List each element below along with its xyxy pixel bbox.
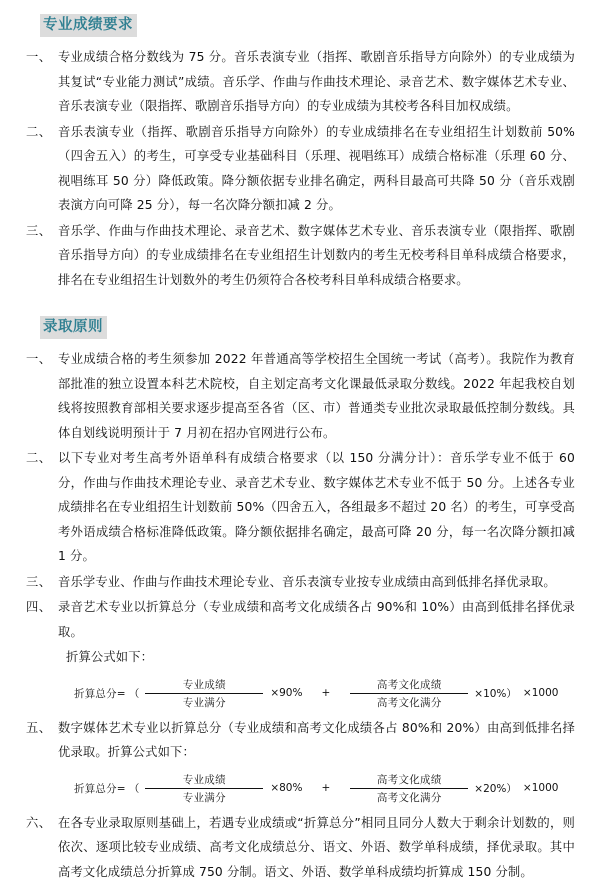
list-item-marker: 一、 bbox=[18, 347, 58, 372]
formula-weight-culture: ×20%） bbox=[474, 781, 517, 796]
formula-numerator: 专业成绩 bbox=[183, 772, 226, 788]
list-item-marker: 三、 bbox=[18, 219, 58, 244]
formula-multiplier: ×1000 bbox=[523, 687, 559, 699]
formula-denominator: 专业满分 bbox=[183, 789, 226, 805]
formula-open-paren: （ bbox=[129, 781, 140, 796]
list-item-text: 专业成绩合格分数线为 75 分。音乐表演专业（指挥、歌剧音乐指导方向除外）的专业成绩为其复试“专业能力测试”成绩。音乐学、作曲与作曲技术理论、录音艺术、数字媒体艺术专业、音乐表演专业（限指挥、歌剧音乐指导方向）的专业成绩为其校考各科目加权成绩。 bbox=[58, 45, 587, 119]
list-item-text: 音乐表演专业（指挥、歌剧音乐指导方向除外）的专业成绩排名在专业组招生计划数前 50%（四舍五入）的考生，可享受专业基础科目（乐理、视唱练耳）成绩合格标准（乐理 60 分、视唱练耳 50 分）降低政策。降分额依据专业排名确定，两科目最高可共降 50 分（音乐戏剧表演方向可降 25 分），每一名次降分额扣减 2 分。 bbox=[58, 120, 587, 218]
formula-plus-operator: + bbox=[321, 687, 330, 699]
conversion-formula-digital-media-arts bbox=[18, 772, 587, 805]
list-item bbox=[18, 347, 587, 445]
formula-fraction-major-score bbox=[145, 677, 263, 710]
list-item-text: 在各专业录取原则基础上，若遇专业成绩或“折算总分”相同且同分人数大于剩余计划数的，则依次、逐项比较专业成绩、高考文化成绩总分、语文、外语、数学单科成绩，择优录取。其中高考文化成绩总分折算成 750 分制。语文、外语、数学单科成绩均折算成 150 分制。 bbox=[58, 811, 587, 884]
section-major-score-requirements bbox=[18, 14, 587, 292]
formula-intro-text: 折算公式如下： bbox=[66, 645, 587, 670]
list-item-marker: 二、 bbox=[18, 446, 58, 471]
formula-denominator: 专业满分 bbox=[183, 694, 226, 710]
list-item-marker: 五、 bbox=[18, 716, 58, 741]
list-item bbox=[18, 219, 587, 293]
list-item bbox=[18, 570, 587, 595]
section-spacer bbox=[18, 296, 587, 316]
list-item-marker: 一、 bbox=[18, 45, 58, 70]
formula-weight-culture: ×10%） bbox=[474, 686, 517, 701]
formula-weight-major: ×80% bbox=[270, 782, 302, 794]
list-item-marker: 四、 bbox=[18, 595, 58, 620]
formula-denominator: 高考文化满分 bbox=[377, 694, 442, 710]
list-item-text: 音乐学专业、作曲与作曲技术理论专业、音乐表演专业按专业成绩由高到低排名择优录取。 bbox=[58, 570, 587, 595]
formula-label: 折算总分= bbox=[74, 781, 126, 796]
list-item-marker: 二、 bbox=[18, 120, 58, 145]
section-admission-principles bbox=[18, 316, 587, 884]
list-item-text: 录音艺术专业以折算总分（专业成绩和高考文化成绩各占 90%和 10%）由高到低排名择优录取。 bbox=[58, 595, 587, 644]
list-item-marker: 六、 bbox=[18, 811, 58, 836]
formula-numerator: 专业成绩 bbox=[183, 677, 226, 693]
formula-open-paren: （ bbox=[129, 686, 140, 701]
formula-fraction-culture-score bbox=[350, 677, 468, 710]
section-heading-text: 录取原则 bbox=[40, 316, 107, 339]
list-item-text: 音乐学、作曲与作曲技术理论、录音艺术、数字媒体艺术专业、音乐表演专业（限指挥、歌剧音乐指导方向）的专业成绩排名在专业组招生计划数内的考生无校考科目单科成绩合格要求，排名在专业组招生计划数外的考生仍须符合各校考科目单科成绩合格要求。 bbox=[58, 219, 587, 293]
list-item bbox=[18, 45, 587, 119]
list-item-text: 以下专业对考生高考外语单科有成绩合格要求（以 150 分满分计）：音乐学专业不低于 60 分，作曲与作曲技术理论专业、录音艺术专业、数字媒体艺术专业不低于 50 分。上述各专业成绩排名在专业组招生计划数前 50%（四舍五入，各组最多不超过 20 名）的考生，可享受高考外语成绩合格标准降低政策。降分额依据排名确定，最高可降 20 分，每一名次降分额扣减 1 分。 bbox=[58, 446, 587, 569]
list-item bbox=[18, 120, 587, 218]
list-item bbox=[18, 716, 587, 765]
list-item bbox=[18, 446, 587, 569]
list-item-marker: 三、 bbox=[18, 570, 58, 595]
formula-fraction-major-score bbox=[145, 772, 263, 805]
formula-plus-operator: + bbox=[321, 782, 330, 794]
list-item-text: 数字媒体艺术专业以折算总分（专业成绩和高考文化成绩各占 80%和 20%）由高到低排名择优录取。折算公式如下： bbox=[58, 716, 587, 765]
formula-numerator: 高考文化成绩 bbox=[377, 772, 442, 788]
list-item bbox=[18, 811, 587, 884]
formula-multiplier: ×1000 bbox=[523, 782, 559, 794]
formula-weight-major: ×90% bbox=[270, 687, 302, 699]
formula-numerator: 高考文化成绩 bbox=[377, 677, 442, 693]
list-item bbox=[18, 595, 587, 644]
section-heading-text: 专业成绩要求 bbox=[40, 14, 137, 37]
formula-denominator: 高考文化满分 bbox=[377, 789, 442, 805]
section-heading-admission-principles bbox=[40, 316, 107, 339]
list-item-text: 专业成绩合格的考生须参加 2022 年普通高等学校招生全国统一考试（高考）。我院作为教育部批准的独立设置本科艺术院校，自主划定高考文化课最低录取分数线。2022 年起我校自划线将按照教育部相关要求逐步提高至各省（区、市）普通类专业批次录取最低控制分数线。具体自划线说明预计于 7 月初在招办官网进行公布。 bbox=[58, 347, 587, 445]
section-heading-major-score-requirements bbox=[40, 14, 137, 37]
formula-label: 折算总分= bbox=[74, 686, 126, 701]
formula-fraction-culture-score bbox=[350, 772, 468, 805]
conversion-formula-recording-arts bbox=[18, 677, 587, 710]
